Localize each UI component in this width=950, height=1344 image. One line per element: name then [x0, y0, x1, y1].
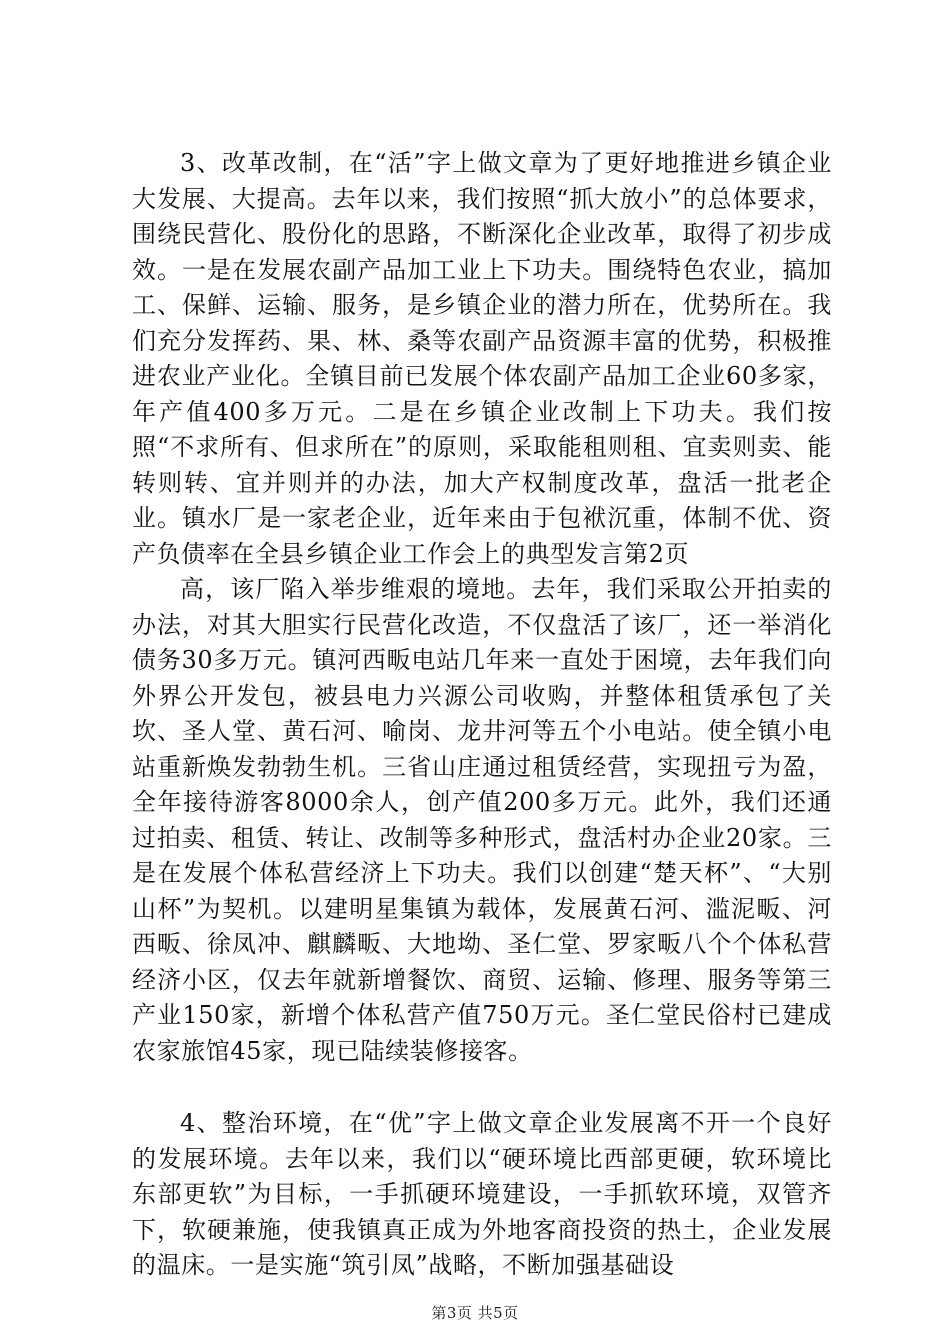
page-number-footer: 第3页 共5页: [431, 1304, 519, 1322]
paragraph-continuation: 高，该厂陷入举步维艰的境地。去年，我们采取公开拍卖的办法，对其大胆实行民营化改造，不仅盘活了该厂，还一举消化债务30多万元。镇河西畈电站几年来一直处于困境，去年我们向外界公开发包，被县电力兴源公司收购，并整体租赁承包了关坎、圣人堂、黄石河、喻岗、龙井河等五个小电站。使全镇小电站重新焕发勃勃生机。三省山庄通过租赁经营，实现扭亏为盈，全年接待游客8000余人，创产值200多万元。此外，我们还通过拍卖、租赁、转让、改制等多种形式，盘活村办企业20家。三是在发展个体私营经济上下功夫。我们以创建“楚天杯”、“大别山杯”为契机。以建明星集镇为载体，发展黄石河、滥泥畈、河西畈、徐凤冲、麒麟畈、大地坳、圣仁堂、罗家畈八个个体私营经济小区，仅去年就新增餐饮、商贸、运输、修理、服务等第三产业150家，新增个体私营产值750万元。圣仁堂民俗村已建成农家旅馆45家，现已陆续装修接客。: [132, 575, 832, 1065]
paragraph-environment: 4、整治环境，在“优”字上做文章企业发展离不开一个良好的发展环境。去年以来，我们以“硬环境比西部更硬，软环境比东部更软”为目标，一手抓硬环境建设，一手抓软环境，双管齐下，软硬兼施，使我镇真正成为外地客商投资的热土，企业发展的温床。一是实施“筑引凤”战略，不断加强基础设: [132, 1109, 832, 1279]
document-body: [132, 146, 832, 1284]
paragraph-reform: 3、改革改制，在“活”字上做文章为了更好地推进乡镇企业大发展、大提高。去年以来，我们按照“抓大放小”的总体要求，围绕民营化、股份化的思路，不断深化企业改革，取得了初步成效。一是在发展农副产品加工业上下功夫。围绕特色农业，搞加工、保鲜、运输、服务，是乡镇企业的潜力所在，优势所在。我们充分发挥药、果、林、桑等农副产品资源丰富的优势，积极推进农业产业化。全镇目前已发展个体农副产品加工企业60多家，年产值400多万元。二是在乡镇企业改制上下功夫。我们按照“不求所有、但求所在”的原则，采取能租则租、宜卖则卖、能转则转、宜并则并的办法，加大产权制度改革，盘活一批老企业。镇水厂是一家老企业，近年来由于包袱沉重，体制不优、资产负债率在全县乡镇企业工作会上的典型发言第2页: [132, 149, 832, 568]
